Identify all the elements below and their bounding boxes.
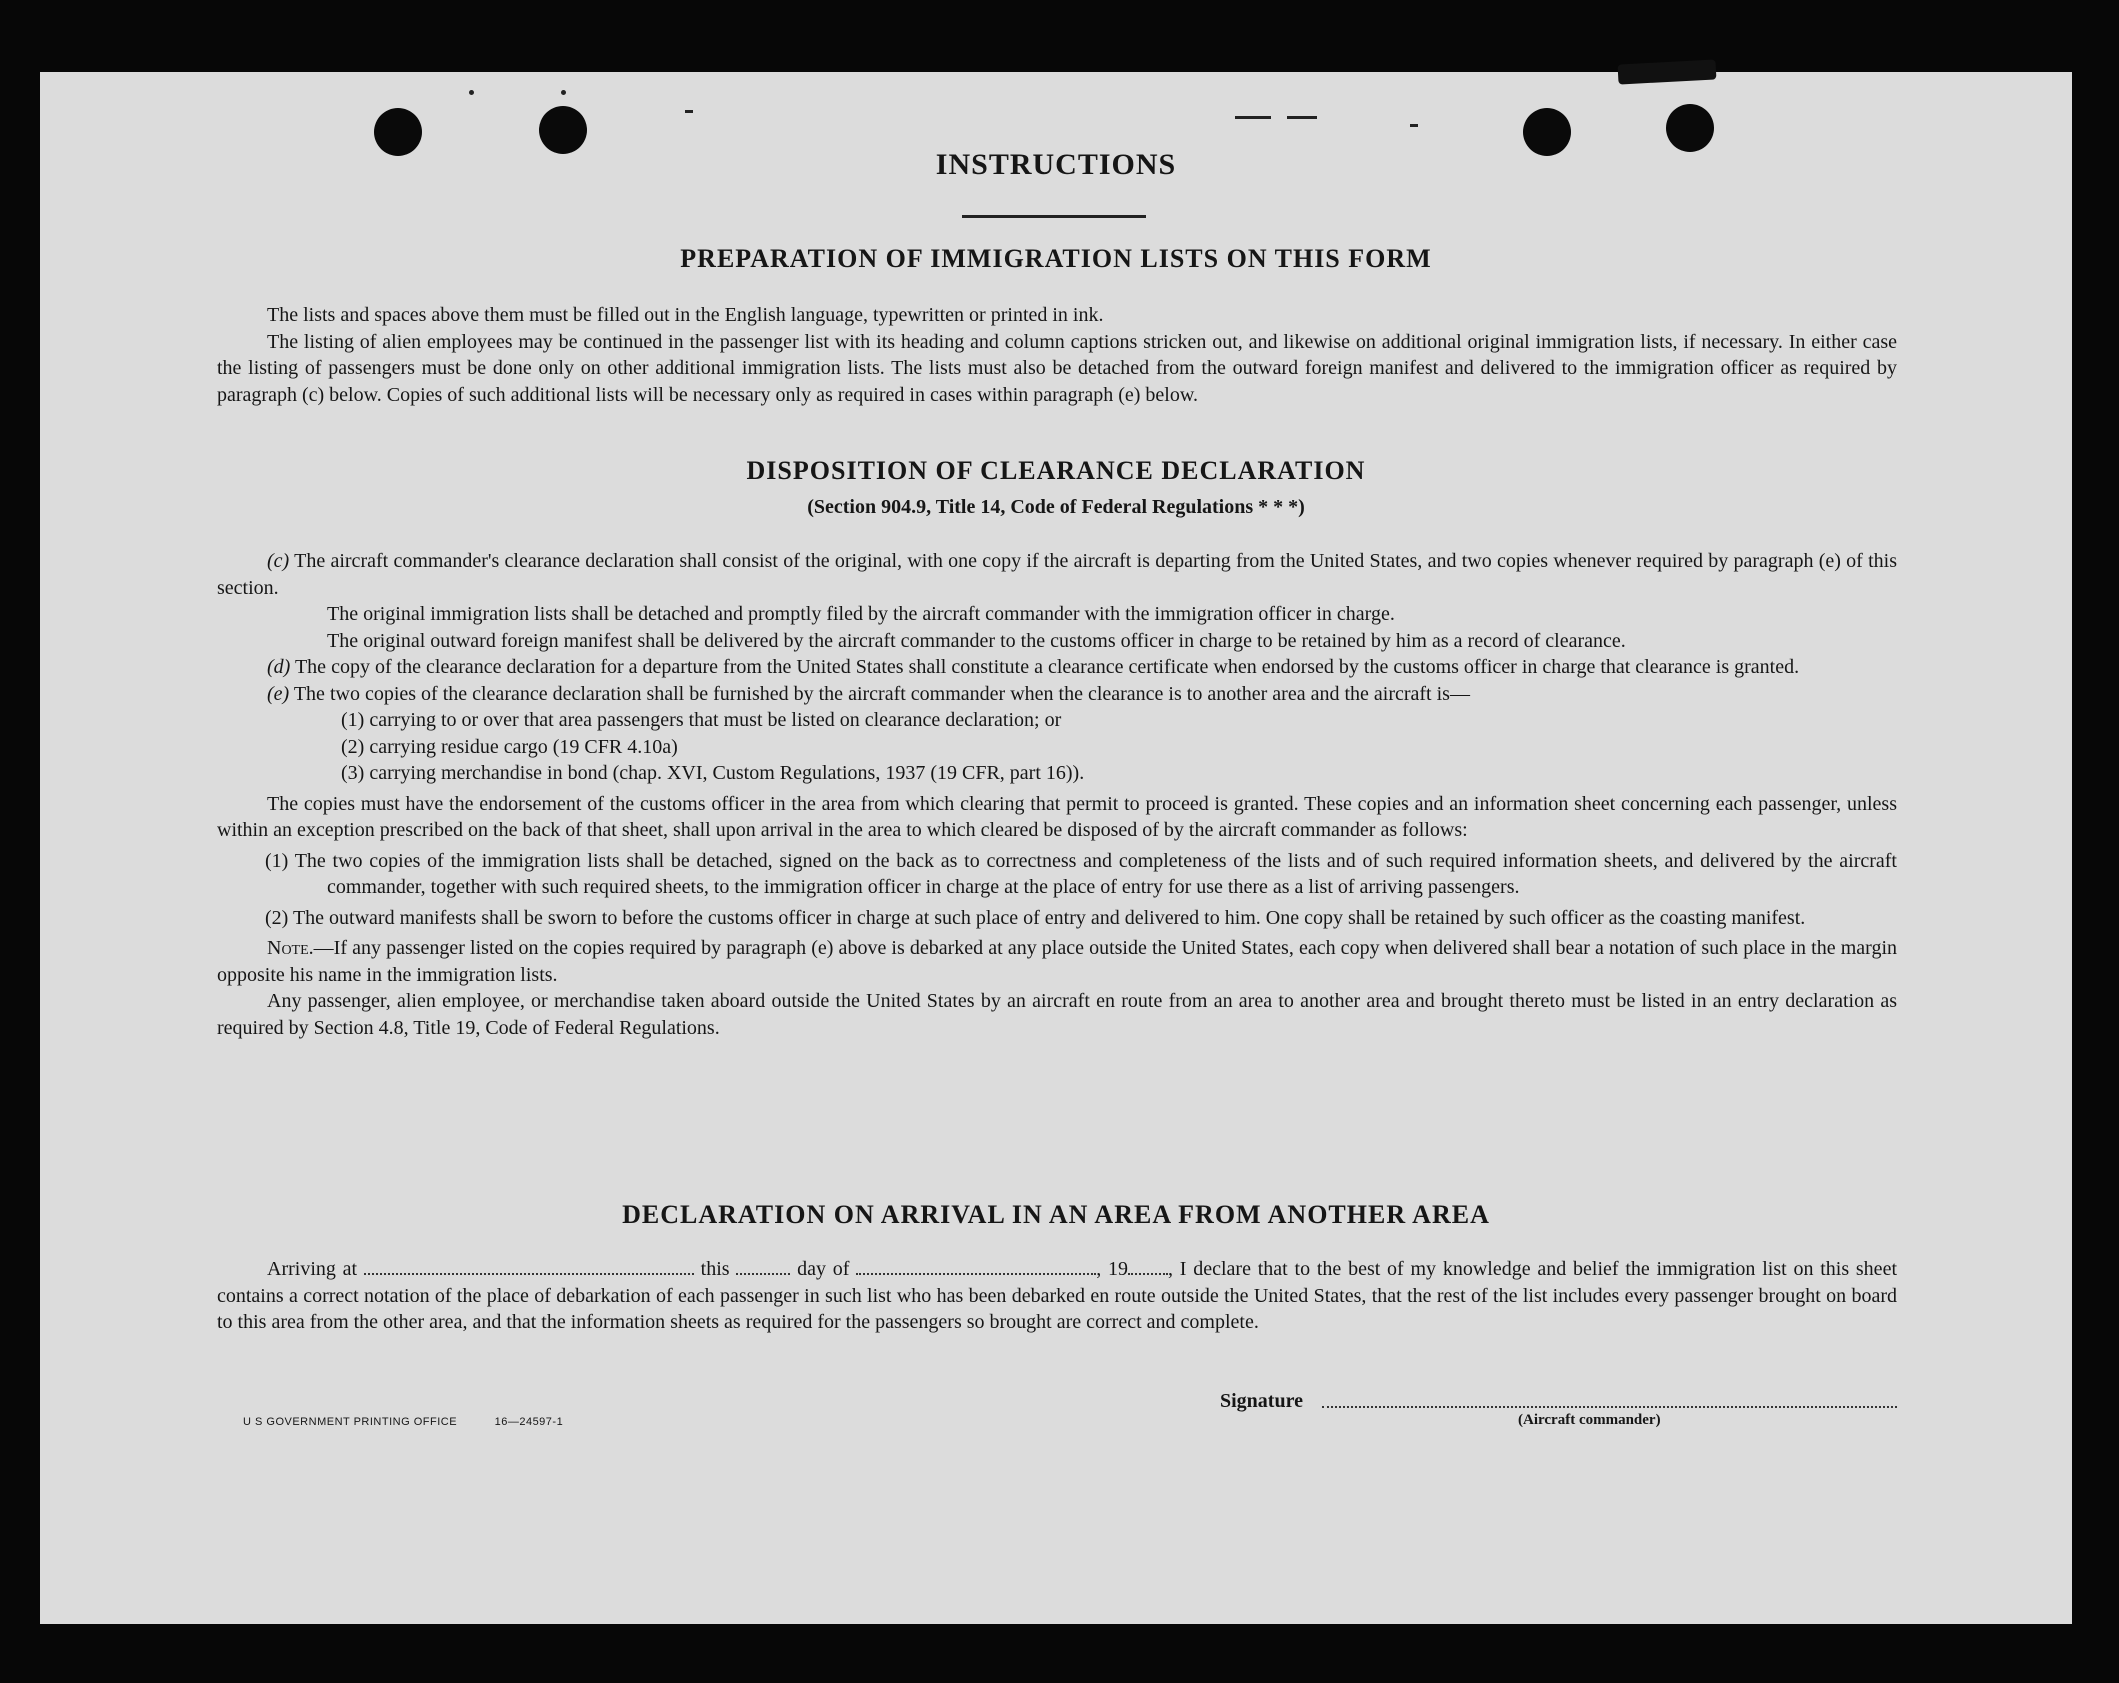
any-passenger-paragraph: Any passenger, alien employee, or merchandise taken aboard outside the United States by an aircraft en route from an area to another area and brought thereto must be listed in an entry declaration as required by Section 4.8, Title 19, Code of Federal Regulations.	[217, 990, 1897, 1039]
preparation-paragraph: The listing of alien employees may be continued in the passenger list with its heading and column captions stricken out, and likewise on additional original immigration lists, if necessary. In either case the listing of passengers must be done only on other additional immigration lists. The lists must also be detached from the outward foreign manifest and delivered to the immigration officer as required by paragraph (c) below. Copies of such additional lists will be necessary only as required in cases within paragraph (e) below.	[217, 330, 1897, 406]
disposition-section	[217, 548, 1897, 1041]
preparation-heading: PREPARATION OF IMMIGRATION LISTS ON THIS FORM	[680, 244, 1432, 273]
year-blank[interactable]	[1128, 1257, 1168, 1275]
year-prefix: , 19	[1096, 1258, 1129, 1280]
signature-field[interactable]	[1322, 1406, 1897, 1408]
declaration-text: , I declare that to the best of my knowledge and belief the immigration list on this sheet contains a correct notation of the place of debarkation of each passenger in such list who has been debarked en route outside the United States, that the rest of the list includes every passenger brought on board to this area from the other area, and that the information sheets as required for the passengers so brought are correct and complete.	[217, 1258, 1897, 1333]
note-text: —If any passenger listed on the copies required by paragraph (e) above is debarked at any place outside the United States, each copy when delivered shall bear a notation of such place in the margin opposite his name in the immigration lists.	[217, 937, 1897, 986]
paragraph-c-label: (c)	[267, 550, 290, 572]
printer-name: U S GOVERNMENT PRINTING OFFICE	[243, 1416, 458, 1428]
paragraph-e-label: (e)	[267, 682, 290, 705]
page-title: INSTRUCTIONS	[935, 148, 1177, 181]
punch-hole	[1666, 104, 1714, 152]
note-paragraph	[217, 935, 1897, 988]
speck	[685, 110, 693, 113]
paragraph-d-label: (d)	[267, 656, 291, 678]
tape-mark	[1618, 59, 1717, 84]
title-rule	[962, 215, 1146, 218]
arrival-item: (1) The two copies of the immigration lists shall be detached, signed on the back as to correctness and completeness of the lists and of such required information sheets, and delivered by the aircraft commander, together with such required sheets, to the immigration officer in charge at the place of entry for use there as a list of arriving passengers.	[265, 849, 1897, 898]
paragraph-c-3: The original outward foreign manifest shall be delivered by the aircraft commander to the customs officer in charge to be retained by him as a record of clearance.	[327, 629, 1626, 652]
speck	[469, 90, 474, 95]
paragraph-c-2: The original immigration lists shall be detached and promptly filed by the aircraft commander with the immigration officer in charge.	[327, 603, 1395, 625]
declaration-heading: DECLARATION ON ARRIVAL IN AN AREA FROM ANOTHER AREA	[622, 1200, 1490, 1229]
paragraph-e-text: The two copies of the clearance declaration shall be furnished by the aircraft commander when the clearance is to another area and the aircraft is—	[293, 682, 1470, 705]
signature-label: Signature	[1220, 1390, 1303, 1412]
paragraph-d-text: The copy of the clearance declaration for a departure from the United States shall constitute a clearance certificate when endorsed by the customs officer in charge that clearance is granted.	[294, 656, 1800, 678]
declaration-section	[217, 1256, 1897, 1336]
form-number: 16—24597-1	[494, 1416, 564, 1428]
paragraph-d	[217, 654, 1897, 681]
signature-caption: (Aircraft commander)	[1518, 1412, 1661, 1428]
paragraph-c	[217, 548, 1897, 601]
speck	[561, 90, 566, 95]
note-label: Note.	[267, 937, 314, 959]
speck	[1235, 116, 1271, 119]
this-label: this	[700, 1258, 730, 1280]
arriving-at-blank[interactable]	[364, 1257, 694, 1275]
disposition-heading: DISPOSITION OF CLEARANCE DECLARATION	[746, 456, 1366, 485]
preparation-section	[217, 302, 1897, 408]
arrival-item: (2) The outward manifests shall be sworn to before the customs officer in charge at such place of entry and delivered to him. One copy shall be retained by such officer as the coasting manifest.	[265, 906, 1806, 929]
printer-footer	[243, 1416, 597, 1428]
list-item: (2) carrying residue cargo (19 CFR 4.10a)	[341, 735, 678, 758]
document-sheet	[40, 72, 2072, 1624]
section-reference: (Section 904.9, Title 14, Code of Federal Regulations * * *)	[807, 496, 1305, 518]
arriving-at-label: Arriving at	[267, 1258, 358, 1280]
month-blank[interactable]	[856, 1257, 1096, 1275]
punch-hole	[539, 106, 587, 154]
day-blank[interactable]	[736, 1257, 790, 1275]
copies-paragraph: The copies must have the endorsement of the customs officer in the area from which clearing that permit to proceed is granted. These copies and an information sheet concerning each passenger, unless within an exception prescribed on the back of that sheet, shall upon arrival in the area to which cleared be disposed of by the aircraft commander as follows:	[217, 792, 1897, 841]
speck	[1287, 116, 1317, 119]
preparation-paragraph: The lists and spaces above them must be filled out in the English language, typewritten or printed in ink.	[267, 304, 1104, 326]
paragraph-e	[217, 681, 1897, 708]
list-item: (3) carrying merchandise in bond (chap. XVI, Custom Regulations, 1937 (19 CFR, part 16)).	[341, 762, 1085, 784]
declaration-paragraph	[217, 1256, 1897, 1336]
day-of-label: day of	[797, 1258, 850, 1280]
list-item: (1) carrying to or over that area passengers that must be listed on clearance declaration; or	[341, 709, 1062, 731]
paragraph-c-text: The aircraft commander's clearance declaration shall consist of the original, with one copy if the aircraft is departing from the United States, and two copies whenever required by paragraph (e) of this section.	[217, 550, 1897, 599]
speck	[1410, 124, 1418, 127]
